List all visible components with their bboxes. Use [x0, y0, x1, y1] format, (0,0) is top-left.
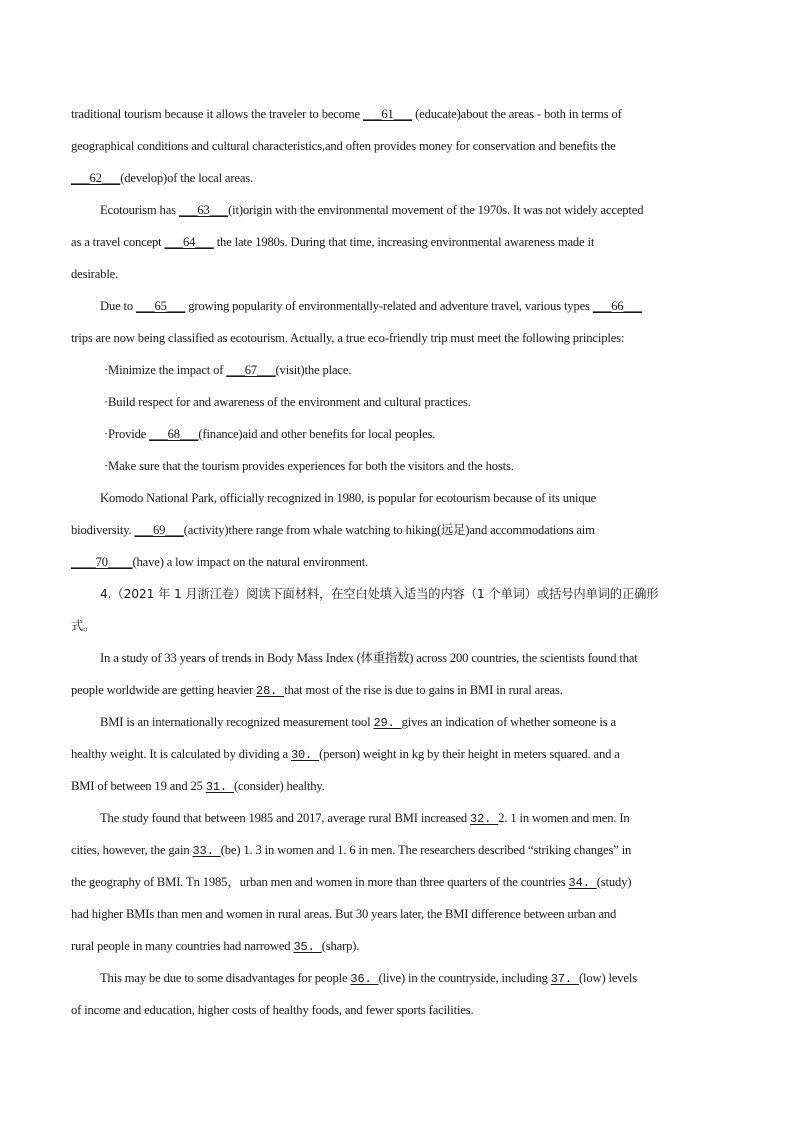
text-line: desirable. — [71, 267, 119, 281]
blank-64: ___64___ — [164, 235, 214, 249]
blank-30: 30. — [290, 748, 320, 762]
bullet-line: ·Make sure that the tourism provides experiences for both the visitors and the hosts. — [104, 459, 514, 473]
blank-34: 34. — [568, 876, 597, 890]
blank-62: ___62___ — [71, 171, 121, 185]
blank-68: ___68___ — [149, 427, 199, 441]
text-line: The study found that between 1985 and 2017, average rural BMI increased 32. 2. 1 in women and men. In — [100, 811, 630, 826]
blank-70: ____70____ — [71, 555, 133, 569]
question-heading: 式。 — [71, 619, 96, 633]
text-line: traditional tourism because it allows the traveler to become ___61___ (educate)about the areas - both in terms of — [71, 107, 622, 121]
blank-66: ___66___ — [592, 299, 642, 313]
blank-61: ___61___ — [362, 107, 413, 121]
text-line: This may be due to some disadvantages for people 36. (live) in the countryside, including 37. (low) levels — [100, 971, 637, 986]
text-line: ____70____(have) a low impact on the natural environment. — [71, 555, 369, 569]
blank-31: 31. — [205, 780, 234, 794]
question-heading: 4.（2021 年 1 月浙江卷）阅读下面材料，在空白处填入适当的内容（1 个单词）或括号内单词的正确形 — [100, 587, 659, 601]
text-line: Due to ___65___ growing popularity of environmentally-related and adventure travel, various types ___66___ — [100, 299, 642, 313]
text-line: people worldwide are getting heavier 28. that most of the rise is due to gains in BMI in rural areas. — [71, 683, 563, 698]
blank-28: 28. — [256, 684, 285, 698]
blank-35: 35. — [293, 940, 322, 954]
text-line: geographical conditions and cultural characteristics,and often provides money for conservation and benefits the — [71, 139, 616, 153]
blank-69: ___69___ — [134, 523, 184, 537]
blank-36: 36. — [350, 972, 379, 986]
blank-63: ___63___ — [178, 203, 229, 217]
blank-67: ___67___ — [226, 363, 276, 377]
bullet-line: ·Provide ___68___(finance)aid and other benefits for local peoples. — [104, 427, 436, 441]
text-line: ___62___(develop)of the local areas. — [71, 171, 254, 185]
text-line: as a travel concept ___64___ the late 1980s. During that time, increasing environmental awareness made it — [71, 235, 595, 249]
text-line: biodiversity. ___69___(activity)there range from whale watching to hiking(远足)and accommodations aim — [71, 523, 595, 537]
bullet-line: ·Minimize the impact of ___67___(visit)the place. — [104, 363, 352, 377]
text-line: rural people in many countries had narrowed 35. (sharp). — [71, 939, 360, 954]
bullet-line: ·Build respect for and awareness of the environment and cultural practices. — [104, 395, 471, 409]
blank-37: 37. — [550, 972, 579, 986]
blank-65: ___65___ — [136, 299, 186, 313]
text-line: the geography of BMI. Tn 1985，urban men and women in more than three quarters of the countries 34. (study) — [71, 875, 632, 890]
blank-29: 29. — [373, 716, 402, 730]
text-line: BMI is an internationally recognized measurement tool 29. gives an indication of whether someone is a — [100, 715, 616, 730]
text-line: of income and education, higher costs of healthy foods, and fewer sports facilities. — [71, 1003, 474, 1017]
text-line: BMI of between 19 and 25 31. (consider) healthy. — [71, 779, 325, 794]
blank-32: 32. — [470, 812, 499, 826]
text-line: In a study of 33 years of trends in Body Mass Index (体重指数) across 200 countries, the scientists found that — [100, 651, 638, 665]
text-line: cities, however, the gain 33. (be) 1. 3 in women and 1. 6 in men. The researchers described “striking changes” in — [71, 843, 632, 858]
text-line: healthy weight. It is calculated by dividing a 30. (person) weight in kg by their height in meters squared. and a — [71, 747, 620, 762]
blank-33: 33. — [192, 844, 221, 858]
text-line: had higher BMIs than men and women in rural areas. But 30 years later, the BMI difference between urban and — [71, 907, 617, 921]
text-line: trips are now being classified as ecotourism. Actually, a true eco-friendly trip must meet the following principles: — [71, 331, 625, 345]
document-page — [71, 98, 726, 1026]
text-line: Ecotourism has ___63___(it)origin with the environmental movement of the 1970s. It was not widely accepted — [100, 203, 644, 217]
text-line: Komodo National Park, officially recognized in 1980, is popular for ecotourism because of its unique — [100, 491, 597, 505]
